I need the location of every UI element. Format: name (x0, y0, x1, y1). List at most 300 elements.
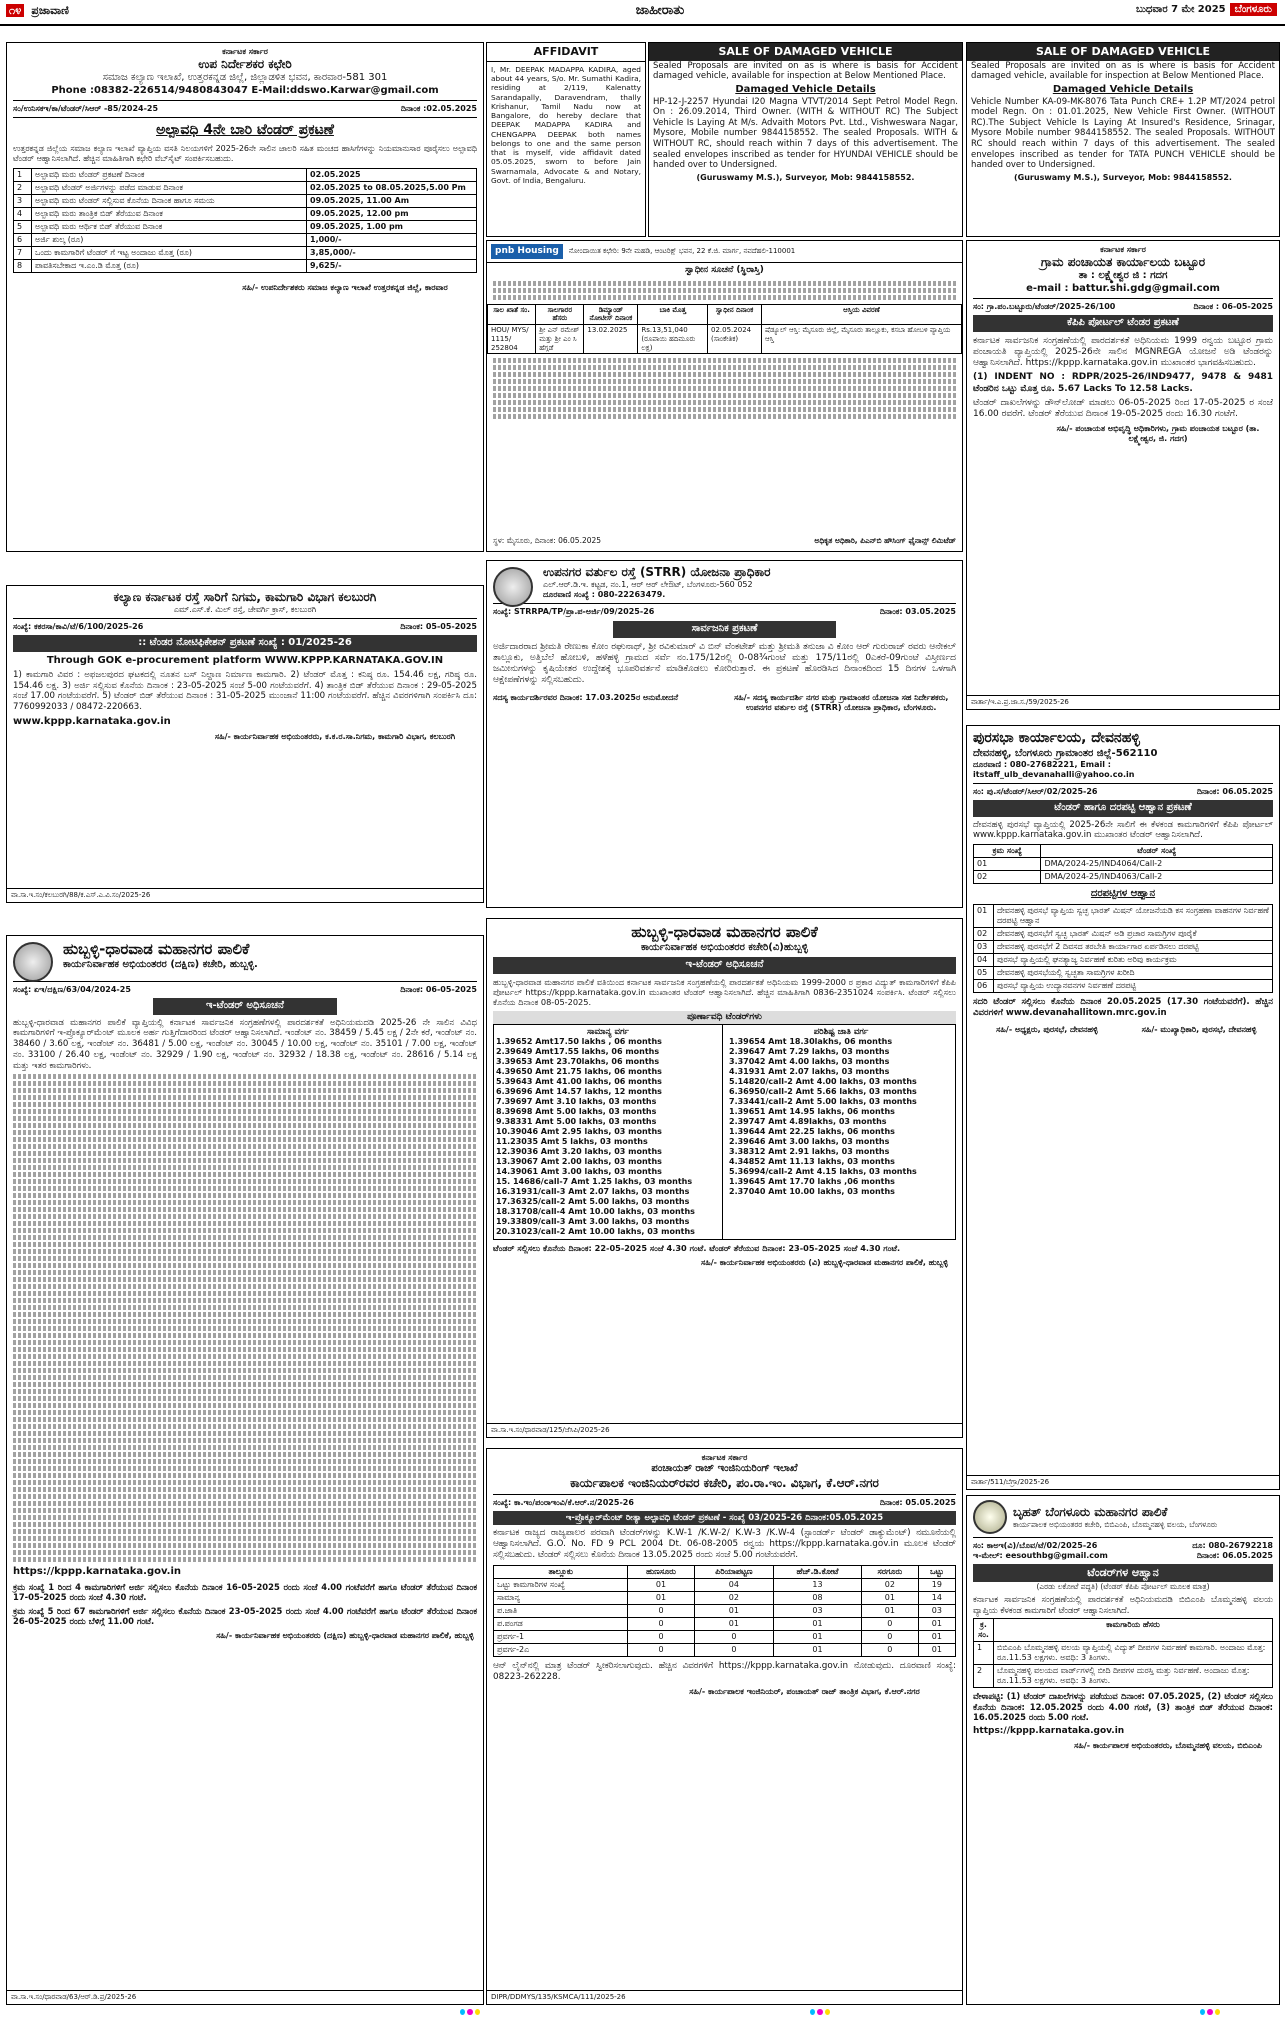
signature-chief-officer: ಸಹಿ/- ಮುಖ್ಯಾಧಿಕಾರಿ, ಪುರಸಭೆ, ದೇವನಹಳ್ಳಿ (1141, 1024, 1257, 1034)
notice-body: ಉತ್ತರಕನ್ನಡ ಜಿಲ್ಲೆಯ ಸಮಾಜ ಕಲ್ಯಾಣ ಇಲಾಖೆ ವ್ಯಾಪ್ತಿಯ ವಸತಿ ನಿಲಯಗಳಿಗೆ 2025-26ನೇ ಸಾಲಿನ ಜಾಲರಿ ಸಹಿತ ಮಂಚದ ಹಾಸಿಗೆಗಳನ್ನು ನಿಯಮಾನುಸಾರ ಪೂರೈಸಲು ಅಲ್ಪಾವಧಿ ಟೆಂಡರ್ ಆಹ್ವಾನಿಸಲಾಗಿದೆ. ಹೆಚ್ಚಿನ ಮಾಹಿತಿಗಾಗಿ ಕಛೇರಿ ವೆಬ್‌ಸೈಟ್ ಸಂಪರ್ಕಿಸಬಹುದು. (13, 143, 477, 163)
org-contact: ದೂರವಾಣಿ : 080-27682221, Email : itstaff_ulb_devanahalli@yahoo.co.in (973, 760, 1135, 779)
footer-ref: ವಾ.ಸಾ.ಇ.ಸಂ/ಕಲಬುರಗಿ/88/ಕ.ಎಸ್.ಎ.ವಿ.ಸಂ/2025-26 (7, 888, 483, 902)
org-subtitle: ಕಾರ್ಯನಿರ್ವಾಹಕ ಅಭಿಯಂತರರ (ದಕ್ಷಿಣ) ಕಚೇರಿ, ಹುಬ್ಬಳ್ಳಿ. (63, 958, 258, 970)
notice-bar: ಟೆಂಡರ್ ಹಾಗೂ ದರಪಟ್ಟಿ ಆಹ್ವಾನ ಪ್ರಕಟಣೆ (973, 800, 1273, 817)
affidavit-title: AFFIDAVIT (487, 43, 645, 62)
work-item: 2.37040 Amt 10.00 lakhs, 03 months (729, 1187, 895, 1197)
table-row (14, 220, 477, 233)
signature: ಸಹಿ/- ಕಾರ್ಯನಿರ್ವಾಹಕ ಅಭಿಯಂತರರು (ವಿ) ಹುಬ್ಬಳ್ಳಿ-ಧಾರವಾಡ ಮಹಾನಗರ ಪಾಲಿಕೆ, ಹುಬ್ಬಳ್ಳಿ (701, 1257, 948, 1267)
work-item: 4.31931 Amt 2.07 lakhs, 03 months (729, 1067, 890, 1077)
work-item: 2.39649 Amt17.55 lakhs, 06 months (496, 1047, 660, 1057)
pnb-head: ನೋಂದಾಯಿತ ಕಛೇರಿ: 9ನೇ ಮಹಡಿ, ಆಂಟರಿಕ್ಷ್ ಭವನ, 22 ಕೆ.ಜಿ. ಮಾರ್ಗ, ನವದೆಹಲಿ-110001 (568, 247, 796, 256)
approval-note: ಸದಸ್ಯ ಕಾರ್ಯದರ್ಶಿರವರ ದಿನಾಂಕ: 17.03.2025ರ ಅನುಮೋದನೆ (493, 692, 679, 702)
section-title: ಜಾಹೀರಾತು (635, 3, 685, 18)
rate-sl: 05 (974, 967, 994, 980)
prd-cell: 01 (918, 1644, 955, 1657)
sale-details: HP-12-J-2257 Hyundai I20 Magna VTVT/2014 Sept Petrol Model Regn. On : 26.09.2014, Third Owner. (WITH & WITHOUT RC) The Subject Vehicle Is Laying At M/s. Advaith Motors Pvt. Ltd., Vishweswara Nagar, Mysore, Mobile number 9844158552. The sealed Proposals. WITH & WITHOUT RC, should reach within 7 days of this advertisement. The sealed envelopes inscribed as tender for HYUNDAI VEHICLE should be handed over to Undersigned. (653, 96, 958, 171)
work-item: 10.39046 Amt 2.95 lakhs, 03 months (496, 1127, 662, 1137)
rate-work: ದೇವನಹಳ್ಳಿ ಪುರಸಭೆಗೆ 2 ದಿವಸದ ತರಬೇತಿ ಕಾರ್ಯಾಗಾರ ಏರ್ಪಡಿಸಲು ದರಪಟ್ಟಿ (994, 941, 1273, 954)
pnb-signature: ಅಧಿಕೃತ ಅಧಿಕಾರಿ, ಪಿಎನ್‌ಬಿ ಹೌಸಿಂಗ್ ಫೈನಾನ್ಸ್ ಲಿಮಿಟೆಡ್ (814, 535, 956, 545)
prd-cell: 01 (918, 1631, 955, 1644)
prd-cell: 0 (694, 1644, 774, 1657)
work-item: 13.39067 Amt 2.00 lakhs, 03 months (496, 1157, 662, 1167)
registration-marks (460, 2009, 480, 2017)
dates-line-2: ಕ್ರಮ ಸಂಖ್ಯೆ 5 ರಿಂದ 67 ಕಾಮಗಾರಿಗಳಿಗೆ ಅರ್ಜಿ ಸಲ್ಲಿಸಲು ಕೊನೆಯ ದಿನಾಂಕ 23-05-2025 ರಂದು ಸಂಜೆ 4.00 ಗಂಟೆವರೆಗೆ ಹಾಗೂ ಟೆಂಡರ್ ತೆರೆಯುವ ದಿನಾಂಕ 26-05-2025 ರಂದು ಬೆಳಿಗ್ಗೆ 11.00 ಗಂಟೆ. (13, 1605, 477, 1627)
work-item: 5.36994/call-2 Amt 4.15 lakhs, 03 months (729, 1167, 917, 1177)
signature: ಸಹಿ/- ಪಂಚಾಯತ ಅಭಿವೃದ್ಧಿ ಅಧಿಕಾರಿಗಳು, ಗ್ರಾಮ ಪಂಚಾಯತ ಬಟ್ಟೂರ (ತಾ. ಲಕ್ಷ್ಮೇಶ್ವರ, ಜಿ. ಗದಗ) (1056, 424, 1260, 444)
pnb-col-header: ಡಿಮ್ಯಾಂಡ್ ನೋಟೀಸ್ ದಿನಾಂಕ (584, 304, 638, 325)
ref-date: ದಿನಾಂಕ: 06.05.2025 (1196, 787, 1273, 796)
platform-line: Through GOK e-procurement platform WWW.KPPP.KARNATAKA.GOV.IN (46, 654, 444, 666)
notice-bar: ಇ-ಟೆಂಡರ್ ಅಧಿಸೂಚನೆ (493, 957, 956, 974)
indent-sl: 02 (974, 870, 1041, 883)
affidavit-body: I, Mr. DEEPAK MADAPPA KADIRA, aged about 44 years, S/o. Mr. Sumathi Kadira, residing at 2/119, Kalenatty Sarandapally, Daravendram, thally Krishanur, Tamil Nadu now at Bangalore, do hereby declare that DEEPAK MADAPPA KADIRA and CHENGAPPA DEEPAK both names belongs to one and the same person that is myself, vide affidavit dated 05.05.2025, sworn to before Jain Swarnamala, Advocate & and Notary, Govt. of India, Bengaluru. (491, 64, 641, 185)
issue-date: ಬುಧವಾರ 7 ಮೇ 2025 ಬೆಂಗಳೂರು (1136, 4, 1277, 17)
work-item: 1.39644 Amt 22.25 lakhs, 06 months (729, 1127, 895, 1137)
pnb-fineprint (487, 279, 962, 302)
ad-vehicle-sale-hyundai (648, 42, 963, 237)
footer-ref: ವಾ.ಸಾ.ಇ.ಸಂ/ಧಾರವಾಡ/125/ಜೆಸಿಪಿ/2025-26 (487, 1423, 962, 1437)
table-row (974, 954, 1273, 967)
email-line: e-mail : battur.shi.gdg@gmail.com (1026, 282, 1220, 294)
schedule-item: ಅಲ್ಪಾವಧಿ ಮರು ಟೆಂಡರ್ ಸಲ್ಲಿಸುವ ಕೊನೆಯ ದಿನಾಂಕ ಹಾಗೂ ಸಮಯ (32, 194, 307, 207)
ad-hdmc-electrical (486, 918, 963, 1438)
schedule-sl: 3 (14, 194, 32, 207)
ref-number: ಸಂ: ಗ್ರಾ.ಪಂ.ಬಟ್ಟೂರು/ಟೆಂಡರ್/2025-26/100 (973, 302, 1116, 311)
schedule-item: ಅರ್ಜಿ ಶುಲ್ಕ (ರೂ) (32, 233, 307, 246)
col-indent: ಟೆಂಡರ್ ಸಂಖ್ಯೆ (1041, 844, 1273, 857)
schedule-value: 02.05.2025 (307, 168, 477, 181)
table-row (14, 259, 477, 272)
ref-number: ಸಂ: ಪು.ಸ/ಟೆಂಡರ್/ಸಿಆರ್/02/2025-26 (973, 787, 1098, 796)
prd-cell: 0 (628, 1618, 694, 1631)
prd-cell: 03 (918, 1605, 955, 1618)
table-row (14, 181, 477, 194)
prd-cell: 0 (628, 1644, 694, 1657)
work-item: 17.36325/call-2 Amt 5.00 lakhs, 03 months (496, 1197, 690, 1207)
sc-list (729, 1037, 953, 1197)
prd-cell: 01 (628, 1592, 694, 1605)
pnb-col-header: ಸಾಲ ಖಾತೆ ಸಂ. (488, 304, 536, 325)
prd-cell: 02 (861, 1579, 918, 1592)
notice-body: ಹುಬ್ಬಳ್ಳಿ-ಧಾರವಾಡ ಮಹಾನಗರ ಪಾಲಿಕೆ ವ್ಯಾಪ್ತಿಯಲ್ಲಿ ಕರ್ನಾಟಕ ಸಾರ್ವಜನಿಕ ಸಂಗ್ರಹಣೆಗಳಲ್ಲಿ ಪಾರದರ್ಶಕತೆ ಅಧಿನಿಯಮದಡಿ 2025-26 ನೇ ಸಾಲಿನ ವಿವಿಧ ಕಾಮಗಾರಿಗಳಿಗೆ ಇ-ಪ್ರೊಕ್ಯೂರ್‌ಮೆಂಟ್ ಮೂಲಕ ಅರ್ಹ ಗುತ್ತಿಗೆದಾರರಿಂದ ಟೆಂಡರ್ ಆಹ್ವಾನಿಸಲಾಗಿದೆ. ಇಂಡೆಂಟ್ ನಂ. 38459 / 5.45 ಲಕ್ಷ / 2ನೇ ಕರೆ, ಇಂಡೆಂಟ್ ನಂ. 38460 / 3.60 ಲಕ್ಷ, ಇಂಡೆಂಟ್ ನಂ. 36481 / 5.00 ಲಕ್ಷ, ಇಂಡೆಂಟ್ ನಂ. 30045 / 10.00 ಲಕ್ಷ, ಇಂಡೆಂಟ್ ನಂ. 35101 / 7.00 ಲಕ್ಷ, ಇಂಡೆಂಟ್ ನಂ. 33100 / 26.40 ಲಕ್ಷ, ಇಂಡೆಂಟ್ ನಂ. 32929 / 1.90 ಲಕ್ಷ, ಇಂಡೆಂಟ್ ನಂ. 32932 / 18.38 ಲಕ್ಷ, ಇಂಡೆಂಟ್ ನಂ. 28616 / 5.14 ಲಕ್ಷ ಮತ್ತು ಇತರ ಕಾಮಗಾರಿಗಳು. (13, 1017, 477, 1071)
ad-kkrtc (6, 585, 484, 903)
pnb-property-text (487, 354, 962, 423)
work-item: 7.33441/call-2 Amt 5.00 lakhs, 03 months (729, 1097, 917, 1107)
table-row (14, 168, 477, 181)
notice-bar: ಇ-ಪ್ರೊಕ್ಯೂರ್‌ಮೆಂಟ್ ರೀತ್ಯಾ ಅಲ್ಪಾವಧಿ ಟೆಂಡರ್ ಪ್ರಕಟಣೆ - ಸಂಖ್ಯೆ 03/2025-26 ದಿನಾಂಕ:05.05.2025 (493, 1511, 956, 1526)
notice-body: ಕರ್ನಾಟಕ ರಾಜ್ಯದ ರಾಜ್ಯಪಾಲರ ಪರವಾಗಿ ಟೆಂಡರ್‌ಗಳನ್ನು K.W-1 /K.W-2/ K.W-3 /K.W-4 (ಸ್ಟಾಂಡರ್ಡ್ ಟೆಂಡರ್ ಡಾಕ್ಯುಮೆಂಟ್) ನಮೂನೆಯಲ್ಲಿ ಆಹ್ವಾನಿಸಲಾಗಿದೆ. G.O. No. FD 9 PCL 2004 Dt. 06-08-2005 ರನ್ವಯ https://kppp.karnataka.gov.in ಮೂಲಕ ಟೆಂಡರ್ ಸಲ್ಲಿಸಬಹುದು. ಟೆಂಡರ್ ಸಲ್ಲಿಸಲು ಕೊನೆಯ ದಿನಾಂಕ 13.05.2025 ರಂದು ಸಂಜೆ 5.00 ಗಂಟೆಯವರೆಗೆ. (493, 1528, 956, 1561)
work-item: 18.31708/call-4 Amt 10.00 lakhs, 03 months (496, 1207, 695, 1217)
schedule-sl: 8 (14, 259, 32, 272)
signature: ಸಹಿ/- ಕಾರ್ಯನಿರ್ವಾಹಕ ಅಭಿಯಂತರರು, ಕ.ಕ.ರ.ಸಾ.ನಿಗಮ, ಕಾಮಗಾರಿ ವಿಭಾಗ, ಕಲಬುರಗಿ (214, 732, 456, 742)
pnb-col-header: ಸ್ವಾಧೀನ ದಿನಾಂಕ (708, 304, 762, 325)
work-item: 14.39061 Amt 3.00 lakhs, 03 months (496, 1167, 662, 1177)
work-item: 11.23035 Amt 5 lakhs, 03 months (496, 1137, 648, 1147)
prd-cell: 02 (694, 1592, 774, 1605)
work-name: ಬಿಬಿಎಂಪಿ ಬೊಮ್ಮನಹಳ್ಳಿ ವಲಯ ವ್ಯಾಪ್ತಿಯಲ್ಲಿ ವಿದ್ಯುತ್ ದೀಪಗಳ ನಿರ್ವಹಣೆ ಕಾಮಗಾರಿ. ಅಂದಾಜು ಮೊತ್ತ: ರೂ.11.53 ಲಕ್ಷಗಳು. ಅವಧಿ: 3 ತಿಂಗಳು. (994, 1642, 1273, 1665)
indent-sl: 01 (974, 857, 1041, 870)
schedule-value: 3,85,000/- (307, 246, 477, 259)
work-name: ಬೊಮ್ಮನಹಳ್ಳಿ ವಲಯದ ವಾರ್ಡ್‌ಗಳಲ್ಲಿ ಬೀದಿ ದೀಪಗಳ ದುರಸ್ತಿ ಮತ್ತು ನಿರ್ವಹಣೆ. ಅಂದಾಜು ಮೊತ್ತ: ರೂ.11.53 ಲಕ್ಷಗಳು. ಅವಧಿ: 3 ತಿಂಗಳು. (994, 1665, 1273, 1688)
prd-cell: 01 (628, 1579, 694, 1592)
prd-cell: 0 (628, 1631, 694, 1644)
rate-sl: 03 (974, 941, 994, 954)
prd-cell: ಪ.ಪಂಗಡ (494, 1618, 628, 1631)
table-row (974, 967, 1273, 980)
pnb-table (487, 304, 962, 355)
table-row (494, 1579, 956, 1592)
work-item: 6.36950/call-2 Amt 5.66 lakhs, 03 months (729, 1087, 917, 1097)
col-work: ಕಾಮಗಾರಿಯ ಹೆಸರು (994, 1619, 1273, 1642)
table-row (974, 1642, 1273, 1665)
ref-number: ಸಂಖ್ಯೆ: ಕಾ.ಇಂ/ಪಂರಾಇಂವಿ/ಕೆ.ಆರ್.ನ/2025-26 (493, 1497, 634, 1507)
prd-cell: 01 (861, 1605, 918, 1618)
schedule-value: 09.05.2025, 1.00 pm (307, 220, 477, 233)
prd-cell: 0 (861, 1631, 918, 1644)
prd-cell: 01 (774, 1644, 862, 1657)
ad-affidavit (486, 42, 646, 237)
taluk-line: ತಾ : ಲಕ್ಷ್ಮೇಶ್ವರ ಜಿ : ಗದಗ (1078, 270, 1168, 281)
org-title: ಬೃಹತ್ ಬೆಂಗಳೂರು ಮಹಾನಗರ ಪಾಲಿಕೆ (1013, 1504, 1168, 1519)
table-row (974, 1665, 1273, 1688)
pnb-logo: pnb Housing (491, 244, 563, 259)
office-title: ಗ್ರಾಮ ಪಂಚಾಯತ ಕಾರ್ಯಾಲಯ ಬಟ್ಟೂರ (1040, 255, 1206, 269)
work-item: 9.38331 Amt 5.00 lakhs, 03 months (496, 1117, 657, 1127)
prd-col-header: ಸರಗೂರು (861, 1566, 918, 1579)
dept-address: ಸಮಾಜ ಕಲ್ಯಾಣ ಇಲಾಖೆ, ಉತ್ತರಕನ್ನಡ ಜಿಲ್ಲೆ, ಜಿಲ್ಲಾಡಳಿತ ಭವನ, ಕಾರವಾರ-581 301 (102, 72, 388, 83)
work-item: 1.39645 Amt 17.70 lakhs ,06 months (729, 1177, 895, 1187)
footer-ref: ವಾ.ಸಾ.ಇ.ಸಂ/ಧಾರವಾಡ/63/ಆರ್.ಡಿ.ಪ್ರ/2025-26 (7, 1990, 483, 2004)
dates-line: ಟೆಂಡರ್ ಸಲ್ಲಿಸಲು ಕೊನೆಯ ದಿನಾಂಕ: 22-05-2025 ಸಂಜೆ 4.30 ಗಂಟೆ. ಟೆಂಡರ್ ತೆರೆಯುವ ದಿನಾಂಕ: 23-05-2025 ಸಂಜೆ 4.30 ಗಂಟೆ. (493, 1243, 901, 1254)
work-item: 1.39651 Amt 14.95 lakhs, 06 months (729, 1107, 895, 1117)
table-row (974, 870, 1273, 883)
pnb-col-header: ಸಾಲಗಾರರ ಹೆಸರು (536, 304, 584, 325)
ref-date: ದಿನಾಂಕ: 05-05-2025 (400, 622, 477, 631)
work-item: 4.39650 Amt 21.75 lakhs, 06 months (496, 1067, 662, 1077)
schedule-item: ಅಲ್ಪಾವಧಿ ಮರು ಟೆಂಡರ್ ಪ್ರಕಟಣೆ ದಿನಾಂಕ (32, 168, 307, 181)
schedule-table (13, 168, 477, 273)
work-item: 2.39647 Amt 7.29 lakhs, 03 months (729, 1047, 890, 1057)
prd-cell: 01 (774, 1618, 862, 1631)
sale-subtitle: Damaged Vehicle Details (735, 84, 876, 95)
sale-details: Vehicle Number KA-09-MK-8076 Tata Punch CRE+ 1.2P MT/2024 petrol model Regn. On : 01.01.2025, New Vehicle First Owner. (WITHOUT RC).The Subject Vehicle Is Laying At Insured's Residence, Srinagar, Mysore Mobile number 9844158552. The sealed Proposals. WITHOUT RC should reach within 7 days of this advertisement. The sealed envelopes inscribed as tender for TATA PUNCH VEHICLE should be handed over to Undersigned. (971, 96, 1275, 171)
prd-cell: ಒಟ್ಟು ಕಾಮಗಾರಿಗಳ ಸಂಖ್ಯೆ (494, 1579, 628, 1592)
table-row (494, 1631, 956, 1644)
strr-logo (493, 567, 533, 607)
notice-note: ಆನ್ ಲೈನ್‌ನಲ್ಲಿ ಮಾತ್ರ ಟೆಂಡರ್ ಸ್ವೀಕರಿಸಲಾಗುವುದು. ಹೆಚ್ಚಿನ ವಿವರಗಳಿಗೆ https://kppp.karnataka.gov.in ನೋಡುವುದು. ದೂರವಾಣಿ ಸಂಖ್ಯೆ: 08223-262228. (493, 1661, 956, 1683)
email: ಇ-ಮೇಲ್: eesouthbg@gmail.com (973, 1551, 1108, 1560)
org-title: ಕಲ್ಯಾಣ ಕರ್ನಾಟಕ ರಸ್ತೆ ಸಾರಿಗೆ ನಿಗಮ, ಕಾಮಗಾರಿ ವಿಭಾಗ ಕಲಬುರಗಿ (113, 590, 377, 604)
gov-title: ಕರ್ನಾಟಕ ಸರ್ಕಾರ (222, 47, 268, 56)
prd-cell: 0 (861, 1618, 918, 1631)
notice-bar: ಕೆಪಿಪಿ ಪೋರ್ಟಲ್ ಟೆಂಡರ ಪ್ರಕಟಣೆ (973, 315, 1273, 332)
pnb-cell: HOU/ MYS/ 1115/ 252804 (488, 325, 536, 354)
pnb-cell: ಷೆಡ್ಯೂಲ್ ಆಸ್ತಿ: ಮೈಸೂರು ಜಿಲ್ಲೆ, ಮೈಸೂರು ತಾಲ್ಲೂಕು, ಕಸಬಾ ಹೋಬಳಿ ವ್ಯಾಪ್ತಿಯ ಆಸ್ತಿ (762, 325, 962, 354)
table-row (494, 1605, 956, 1618)
schedule-sl: 6 (14, 233, 32, 246)
pnb-cell: 02.05.2024 (ಸಾಂಕೇತಿಕ) (708, 325, 762, 354)
prd-cell: ಪ್ರವರ್ಗ-1 (494, 1631, 628, 1644)
ref-number: ಸಂಖ್ಯೆ: ಏಇ/ದಕ್ಷಿಣ/63/04/2024-25 (13, 985, 131, 995)
prd-cell: 01 (694, 1605, 774, 1618)
schedule-item: ಅಲ್ಪಾವಧಿ ಮರು ಆರ್ಥಿಕ ಬಿಡ್ ತೆರೆಯುವ ದಿನಾಂಕ (32, 220, 307, 233)
schedule-sl: 5 (14, 220, 32, 233)
signature: ಸಹಿ/- ಕಾರ್ಯನಿರ್ವಾಹಕ ಅಭಿಯಂತರರು (ದಕ್ಷಿಣ) ಹುಬ್ಬಳ್ಳಿ-ಧಾರವಾಡ ಮಹಾನಗರ ಪಾಲಿಕೆ, ಹುಬ್ಬಳ್ಳಿ (216, 1630, 474, 1640)
grid-title: ಪೂರ್ಣಾವಧಿ ಟೆಂಡರ್‌ಗಳು (493, 1011, 956, 1024)
signature: ಸಹಿ/- ಕಾರ್ಯಪಾಲಕ ಅಭಿಯಂತರರು, ಬೊಮ್ಮನಹಳ್ಳಿ ವಲಯ, ಬಿಬಿಎಂಪಿ (1074, 1740, 1262, 1750)
ad-strr-authority (486, 560, 963, 908)
ref-number: ಸಂಖ್ಯೆ: STRRPA/TP/ಪ್ರಾ.ಪ-ಅರ್ಜಿ/09/2025-26 (493, 607, 655, 616)
prd-cell: 14 (918, 1592, 955, 1605)
schedule-value: 09.05.2025, 12.00 pm (307, 207, 477, 220)
notice-body: ಕರ್ನಾಟಕ ಸಾರ್ವಜನಿಕ ಸಂಗ್ರಹಣೆಯಲ್ಲಿ ಪಾರದರ್ಶಕತೆ ಅಧಿನಿಯಮ 1999 ರನ್ವಯ ಬಟ್ಟೂರ ಗ್ರಾಮ ಪಂಚಾಯತಿ ವ್ಯಾಪ್ತಿಯಲ್ಲಿ 2025-26ನೇ ಸಾಲಿನ MGNREGA ಯೋಜನೆ ಅಡಿ ಟೆಂಡರನ್ನು ಆಹ್ವಾನಿಸಲಾಗಿದೆ. https://kppp.karnataka.gov.in ಮುಖಾಂತರ ಭಾಗವಹಿಸಬಹುದು. (973, 335, 1273, 368)
schedule-sl: 7 (14, 246, 32, 259)
ref-date: ದಿನಾಂಕ : 06-05-2025 (1193, 302, 1273, 311)
ad-pred-kr-nagar (486, 1448, 963, 2005)
notice-intro: ದೇವನಹಳ್ಳಿ ಪುರಸಭೆ ವ್ಯಾಪ್ತಿಯಲ್ಲಿ 2025-26ನೇ ಸಾಲಿಗೆ ಈ ಕೆಳಕಂಡ ಕಾಮಗಾರಿಗಳಿಗೆ ಕೆಪಿಪಿ ಪೋರ್ಟಲ್ www.kppp.karnataka.gov.in ಮುಖಾಂತರ ಟೆಂಡರ್ ಆಹ್ವಾನಿಸಲಾಗಿದೆ. (973, 819, 1273, 841)
footer-ref: ವಾರ್ತಾ/511/ಬೆಗ್ರಾ/2025-26 (967, 1475, 1279, 1489)
rate-work: ಪುರಸಭೆ ವ್ಯಾಪ್ತಿಯ ಉದ್ಯಾನವನಗಳ ನಿರ್ವಹಣೆ ದರಪಟ್ಟಿ (994, 980, 1273, 993)
prd-cell: ಪ್ರವರ್ಗ-2ಎ (494, 1644, 628, 1657)
signature: ಸಹಿ/- ಕಾರ್ಯಪಾಲಕ ಇಂಜಿನಿಯರ್, ಪಂಚಾಯತ್ ರಾಜ್ ತಾಂತ್ರಿಕ ವಿಭಾಗ, ಕೆ.ಆರ್.ನಗರ (689, 1687, 920, 1697)
prd-cell: ಸಾಮಾನ್ಯ (494, 1592, 628, 1605)
prd-col-header: ಹುಣಸೂರು (628, 1566, 694, 1579)
gov-title: ಕರ್ನಾಟಕ ಸರ್ಕಾರ (1100, 245, 1146, 254)
general-list (496, 1037, 720, 1237)
schedule-item: ಪಾವತಿಸಬೇಕಾದ ಇ.ಎಂ.ಡಿ ಮೊತ್ತ (ರೂ) (32, 259, 307, 272)
schedule-value: 1,000/- (307, 233, 477, 246)
indent-line: (1) INDENT NO : RDPR/2025-26/IND9477, 9478 & 9481 ಟೆಂಡರಿನ ಒಟ್ಟು ಮೊತ್ತ ರೂ. 5.67 Lacks To 12.58 Lacks. (973, 372, 1273, 394)
rate-work: ಪುರಸಭೆ ವ್ಯಾಪ್ತಿಯಲ್ಲಿ ಘನತ್ಯಾಜ್ಯ ನಿರ್ವಹಣೆ ಕುರಿತು ಅರಿವು ಕಾರ್ಯಕ್ರಮ (994, 954, 1273, 967)
rate-work: ದೇವನಹಳ್ಳಿ ಪುರಸಭೆಗೆ ಸ್ವಚ್ಛ ಭಾರತ್ ಮಿಷನ್ ಅಡಿ ಪ್ರಚಾರ ಸಾಮಗ್ರಿಗಳ ಪೂರೈಕೆ (994, 928, 1273, 941)
ref-date: ದಿನಾಂಕ: 06.05.2025 (1196, 1551, 1273, 1560)
notice-bar: ಸಾರ್ವಜನಿಕ ಪ್ರಕಟಣೆ (613, 621, 836, 638)
ad-social-welfare (6, 42, 484, 552)
work-item: 8.39698 Amt 5.00 lakhs, 03 months (496, 1107, 657, 1117)
col-general: ಸಾಮಾನ್ಯ ವರ್ಗ (587, 1026, 629, 1037)
schedule-item: ಒಂದು ಕಾಮಗಾರಿಗೆ ಟೆಂಡರ್ ಗೆ ಇಟ್ಟ ಅಂದಾಜು ಮೊತ್ತ (ರೂ) (32, 246, 307, 259)
rate-sl: 04 (974, 954, 994, 967)
org-subtitle: ಕಾರ್ಯನಿರ್ವಾಹಕ ಅಭಿಯಂತರರ ಕಚೇರಿ(ವಿ)ಹುಬ್ಬಳ್ಳಿ (641, 941, 808, 953)
rate-sl: 02 (974, 928, 994, 941)
portal-link[interactable]: https://kppp.karnataka.gov.in (973, 1725, 1125, 1736)
notice-body: 1) ಕಾಮಗಾರಿ ವಿವರ : ಅಫಜಲಪುರದ ಘಟಕದಲ್ಲಿ ನೂತನ ಬಸ್ ನಿಲ್ದಾಣ ನಿರ್ಮಾಣ ಕಾಮಗಾರಿ. 2) ಟೆಂಡರ್ ಮೊತ್ತ : ಕನಿಷ್ಠ ರೂ. 154.46 ಲಕ್ಷ, ಗರಿಷ್ಠ ರೂ. 154.46 ಲಕ್ಷ. 3) ಅರ್ಜಿ ಸಲ್ಲಿಸುವ ಕೊನೆಯ ದಿನಾಂಕ : 23-05-2025 ಸಂಜೆ 5-00 ಗಂಟೆಯವರೆಗೆ. 4) ತಾಂತ್ರಿಕ ಬಿಡ್ ತೆರೆಯುವ ದಿನಾಂಕ : 29-05-2025 ಸಂಜೆ 17.00 ಗಂಟೆಯವರೆಗೆ. 5) ಟೆಂಡರ್ ಬಿಡ್ ತೆರೆಯುವ ದಿನಾಂಕ : 31-05-2025 ಮುಂಜಾನೆ 11:00 ಗಂಟೆಯವರೆಗೆ. ಹೆಚ್ಚಿನ ವಿವರಗಳಿಗಾಗಿ ಸಂಪರ್ಕಿಸಿ ದೂ: 7760992033 / 08472-220663. (13, 670, 477, 713)
ref-number: ಸಂ/ಉನಿಸಕಇ/ಕಾ/ಟೆಂಡರ್/ಸಿಆರ್ -85/2024-25 (13, 104, 159, 113)
prd-cell: 01 (861, 1592, 918, 1605)
prd-cell: 19 (918, 1579, 955, 1592)
pnb-cell: Rs.13,51,040 (ರೂಪಾಯಿ ಹದಿಮೂರು ಲಕ್ಷ) (638, 325, 708, 354)
works-table (493, 1565, 956, 1657)
rate-title: ದರಪಟ್ಟಿಗಳ ಆಹ್ವಾನ (1090, 887, 1156, 899)
rate-sl: 01 (974, 905, 994, 928)
dept-title: ಪಂಚಾಯತ್ ರಾಜ್ ಇಂಜಿನಿಯರಿಂಗ್ ಇಲಾಖೆ (651, 1463, 798, 1474)
ad-pnb-housing (486, 240, 963, 552)
closing-line: ಸದರಿ ಟೆಂಡರ್ ಸಲ್ಲಿಸಲು ಕೊನೆಯ ದಿನಾಂಕ 20.05.2025 (17.30 ಗಂಟೆಯವರೆಗೆ). ಹೆಚ್ಚಿನ ವಿವರಗಳಿಗೆ www.devanahallitown.mrc.gov.in (973, 997, 1273, 1019)
notice-title: ಅಲ್ಪಾವಧಿ 4ನೇ ಬಾರಿ ಟೆಂಡರ್ ಪ್ರಕಟಣೆ (156, 122, 334, 138)
ref-date: ದಿನಾಂಕ: 06-05-2025 (400, 985, 477, 995)
ref-number: ಸಂ: ಕಾಅಇ(ವಿ)/ಬೊವ/ಟೆ/02/2025-26 (973, 1541, 1098, 1550)
signature: ಸಹಿ/- ಉಪನಿರ್ದೇಶಕರು ಸಮಾಜ ಕಲ್ಯಾಣ ಇಲಾಖೆ ಉತ್ತರಕನ್ನಡ ಜಿಲ್ಲೆ, ಕಾರವಾರ (242, 282, 448, 292)
table-row (974, 980, 1273, 993)
notice-bar-sub: (ಎರಡು ಲಕೋಟೆ ಪದ್ಧತಿ) (ಟೆಂಡರ್ ಕೆಪಿಪಿ ಪೋರ್ಟಲ್ ಮೂಲಕ ಮಾತ್ರ) (1036, 1581, 1210, 1591)
work-item: 3.39653 Amt 23.70lakhs, 06 months (496, 1057, 660, 1067)
pnb-col-header: ಬಾಕಿ ಮೊತ್ತ (638, 304, 708, 325)
prd-cell: ಪ.ಜಾತಿ (494, 1605, 628, 1618)
prd-cell: 13 (774, 1579, 862, 1592)
indent-table (973, 844, 1273, 884)
portal-link[interactable]: www.kppp.karnataka.gov.in (13, 715, 171, 727)
dates-line: ಟೆಂಡರ್ ದಾಖಲೆಗಳನ್ನು ಡೌನ್‌ಲೋಡ್ ಮಾಡಲು 06-05-2025 ರಿಂದ 17-05-2025 ರ ಸಂಜೆ 16.00 ರವರೆಗೆ. ಟೆಂಡರ್ ತೆರೆಯುವ ದಿನಾಂಕ 19-05-2025 ರಂದು 16.30 ಗಂಟೆಗೆ. (973, 397, 1273, 419)
table-row (974, 857, 1273, 870)
rate-table (973, 904, 1273, 993)
prd-col-header: ಒಟ್ಟು (918, 1566, 955, 1579)
gov-title: ಕರ್ನಾಟಕ ಸರ್ಕಾರ (701, 1453, 748, 1462)
prd-cell: 04 (694, 1579, 774, 1592)
dates-line-1: ಕ್ರಮ ಸಂಖ್ಯೆ 1 ರಿಂದ 4 ಕಾಮಗಾರಿಗಳಿಗೆ ಅರ್ಜಿ ಸಲ್ಲಿಸಲು ಕೊನೆಯ ದಿನಾಂಕ 16-05-2025 ರಂದು ಸಂಜೆ 4.00 ಗಂಟೆವರೆಗೆ ಹಾಗೂ ಟೆಂಡರ್ ತೆರೆಯುವ ದಿನಾಂಕ 17-05-2025 ರಂದು ಸಂಜೆ 4.30 ಗಂಟೆ. (13, 1581, 477, 1603)
ref-number: ಸಂಖ್ಯೆ: ಕಕರಸಾ/ಕಾವಿ/ಟೆ/6/100/2025-26 (13, 622, 144, 631)
org-address: ಎಲ್.ಆರ್.ಡಿ.ಇ. ಕಟ್ಟಡ, ನಂ.1, ಆರ್ ಆರ್ ಲೇಔಟ್, ಬೆಂಗಳೂರು-560 052 (543, 580, 753, 589)
col-sc: ಪರಿಶಿಷ್ಟ ಜಾತಿ ವರ್ಗ (813, 1026, 869, 1037)
rate-work: ದೇವನಹಳ್ಳಿ ಪುರಸಭೆಯಲ್ಲಿ ಸ್ವಚ್ಛತಾ ಸಾಮಗ್ರಿಗಳ ಖರೀದಿ (994, 967, 1273, 980)
indent-number: DMA/2024-25/IND4064/Call-2 (1041, 857, 1273, 870)
pnb-cell: ಶ್ರೀ ಎನ್ ರಮೇಶ್ ಮತ್ತು ಶ್ರೀ ಎಂ ಸಿ ಹೆಗ್ಗಡೆ (536, 325, 584, 354)
prd-cell: 0 (694, 1631, 774, 1644)
phone: ದೂ: 080-26792218 (1192, 1541, 1273, 1550)
works-table (973, 1618, 1273, 1688)
prd-cell: 01 (694, 1618, 774, 1631)
work-item: 3.37042 Amt 4.00 lakhs, 03 months (729, 1057, 890, 1067)
table-row (14, 246, 477, 259)
col-sl: ಕ್ರಮ ಸಂಖ್ಯೆ (974, 844, 1041, 857)
sale-title: SALE OF DAMAGED VEHICLE (967, 43, 1279, 61)
table-row (14, 194, 477, 207)
office-title: ಕಾರ್ಯಪಾಲಕ ಇಂಜಿನಿಯರ್‌ರವರ ಕಚೇರಿ, ಪಂ.ರಾ.ಇಂ. ವಿಭಾಗ, ಕೆ.ಆರ್.ನಗರ (570, 1475, 879, 1490)
work-sl: 1 (974, 1642, 994, 1665)
bbmp-logo (973, 1500, 1007, 1534)
prd-cell: 0 (628, 1605, 694, 1618)
prd-cell: 08 (774, 1592, 862, 1605)
org-address: ದೇವನಹಳ್ಳಿ, ಬೆಂಗಳೂರು ಗ್ರಾಮಾಂತರ ಜಿಲ್ಲೆ-562110 (973, 747, 1158, 759)
pnb-place: ಸ್ಥಳ: ಮೈಸೂರು, ದಿನಾಂಕ: 06.05.2025 (493, 535, 602, 545)
work-item: 6.39696 Amt 14.57 lakhs, 12 months (496, 1087, 662, 1097)
indent-number: DMA/2024-25/IND4063/Call-2 (1041, 870, 1273, 883)
schedule-value: 02.05.2025 to 08.05.2025,5.00 Pm (307, 181, 477, 194)
sale-title: SALE OF DAMAGED VEHICLE (649, 43, 962, 61)
ad-gram-panchayat-battur (966, 240, 1280, 710)
work-item: 20.31023/call-2 Amt 10.00 lakhs, 03 months (496, 1227, 695, 1237)
org-phone: ದೂರವಾಣಿ ಸಂಖ್ಯೆ : 080-22263479. (543, 590, 666, 599)
prd-col-header: ಪಿರಿಯಾಪಟ್ಟಣ (694, 1566, 774, 1579)
notice-body: ಅರ್ಜಿದಾರರಾದ ಶ್ರೀಮತಿ ರೇಣುಕಾ ಕೋಂ ರಘುನಾಥ್, ಶ್ರೀ ರವಿಕುಮಾರ್ ವಿ ಬಿನ್ ವೆಂಕಟೇಶ್ ಮತ್ತು ಶ್ರೀಮತಿ ತನುಜಾ ವಿ ಕೋಂ ಆರ್ ಗುರುರಾಜ್ ರವರು ಆನೇಕಲ್ ತಾಲ್ಲೂಕು, ಅತ್ತಿಬೆಲೆ ಹೋಬಳಿ, ಹಳೆಹಳ್ಳಿ ಗ್ರಾಮದ ಸರ್ವೆ ನಂ.175/12ರಲ್ಲಿ 0-08¾ಗುಂಟೆ ಮತ್ತು 175/11ರಲ್ಲಿ 0ಎಕರೆ-09ಗುಂಟೆ ವಿಸ್ತೀರ್ಣದ ಜಮೀನುಗಳನ್ನು ಕೃಷಿಯೇತರ ಉದ್ದೇಶಕ್ಕೆ ಭೂಪರಿವರ್ತನೆ ಮಾಡಿಕೊಡಲು ಕೋರಿರುತ್ತಾರೆ. ಈ ಪ್ರಕಟಣೆ ಹೊರಡಿಸಿದ ದಿನಾಂಕದಿಂದ 15 ದಿನಗಳ ಒಳಗಾಗಿ ಆಕ್ಷೇಪಣೆಗಳನ್ನು ಸಲ್ಲಿಸಬಹುದು. (493, 641, 956, 686)
work-item: 4.34852 Amt 11.13 lakhs, 03 months (729, 1157, 895, 1167)
notice-bar: ಇ-ಟೆಂಡರ್ ಅಧಿಸೂಚನೆ (153, 998, 337, 1015)
hdmc-logo (13, 942, 53, 982)
footer-ref: DIPR/DDMYS/135/KSMCA/111/2025-26 (487, 1990, 962, 2004)
schedule-sl: 4 (14, 207, 32, 220)
work-item: 5.39643 Amt 41.00 lakhs, 06 months (496, 1077, 662, 1087)
work-item: 19.33809/call-3 Amt 3.00 lakhs, 03 months (496, 1217, 690, 1227)
notice-body: ಹುಬ್ಬಳ್ಳಿ-ಧಾರವಾಡ ಮಹಾನಗರ ಪಾಲಿಕೆ ವತಿಯಿಂದ ಕರ್ನಾಟಕ ಸಾರ್ವಜನಿಕ ಸಂಗ್ರಹಣೆಯಲ್ಲಿ ಪಾರದರ್ಶಕತೆ ಅಧಿನಿಯಮ 1999-2000 ರ ಪ್ರಕಾರ ವಿದ್ಯುತ್ ಕಾಮಗಾರಿಗಳಿಗೆ ಕೆಪಿಪಿ ಪೋರ್ಟಲ್ https://kppp.karnataka.gov.in ಮುಖಾಂತರ ಟೆಂಡರ್ ಆಹ್ವಾನಿಸಲಾಗಿದೆ. ಹೆಚ್ಚಿನ ಮಾಹಿತಿಗಾಗಿ 0836-2351024 ಸಂಪರ್ಕಿಸಿ. ಟೆಂಡರ್ ಸಲ್ಲಿಸಲು ಕೊನೆಯ ದಿನಾಂಕ 08-05-2025. (493, 976, 956, 1008)
org-title: ಹುಬ್ಬಳ್ಳಿ-ಧಾರವಾಡ ಮಹಾನಗರ ಪಾಲಿಕೆ (63, 940, 250, 958)
pnb-subtitle: ಸ್ವಾಧೀನ ಸೂಚನೆ (ಸ್ಥಿರಾಸ್ತಿ) (685, 265, 764, 276)
schedule-item: ಅಲ್ಪಾವಧಿ ಮರು ತಾಂತ್ರಿಕ ಬಿಡ್ ತೆರೆಯುವ ದಿನಾಂಕ (32, 207, 307, 220)
table-row (14, 207, 477, 220)
notice-bar: :: ಟೆಂಡರ ನೋಟಿಫಿಕೇಶನ್ ಪ್ರಕಟಣೆ ಸಂಖ್ಯೆ : 01/2025-26 (13, 635, 477, 652)
work-item: 3.38312 Amt 2.91 lakhs, 03 months (729, 1147, 890, 1157)
ref-date: ದಿನಾಂಕ: 05.05.2025 (879, 1497, 956, 1507)
prd-cell: 01 (774, 1631, 862, 1644)
sale-signature: (Guruswamy M.S.), Surveyor, Mob: 9844158552. (696, 172, 915, 182)
registration-marks (1200, 2009, 1220, 2017)
masthead (0, 0, 1285, 26)
indent-list-fineprint (13, 1074, 477, 1562)
work-item: 7.39697 Amt 3.10 lakhs, 03 months (496, 1097, 657, 1107)
org-title: ಉಪನಗರ ವರ್ತುಲ ರಸ್ತೆ (STRR) ಯೋಜನಾ ಪ್ರಾಧಿಕಾರ (543, 565, 771, 579)
prd-cell: 01 (918, 1618, 955, 1631)
ad-vehicle-sale-tata (966, 42, 1280, 237)
dates-line: ವೇಳಾಪಟ್ಟಿ: (1) ಟೆಂಡರ್ ದಾಖಲೆಗಳನ್ನು ಪಡೆಯುವ ದಿನಾಂಕ: 07.05.2025, (2) ಟೆಂಡರ್ ಸಲ್ಲಿಸಲು ಕೊನೆಯ ದಿನಾಂಕ: 12.05.2025 ರಂದು 4.00 ಗಂಟೆ, (3) ತಾಂತ್ರಿಕ ಬಿಡ್ ತೆರೆಯುವ ದಿನಾಂಕ: 16.05.2025 ರಂದು 5.00 ಗಂಟೆ. (973, 1691, 1273, 1723)
prd-col-header: ಹೆಚ್.ಡಿ.ಕೋಟೆ (774, 1566, 862, 1579)
office-title: ಉಪ ನಿರ್ದೇಶಕರ ಕಛೇರಿ (198, 57, 292, 71)
schedule-value: 9,625/- (307, 259, 477, 272)
org-address: ಎಮ್.ಎಸ್.ಕೆ. ಮಿಲ್ ರಸ್ತೆ, ಜೇವರ್ಗಿ ಕ್ರಾಸ್, ಕಲಬುರಗಿ (173, 605, 317, 614)
rate-sl: 06 (974, 980, 994, 993)
pnb-col-header: ಆಸ್ತಿಯ ವಿವರಣೆ (762, 304, 962, 325)
table-row (494, 1618, 956, 1631)
schedule-sl: 1 (14, 168, 32, 181)
work-sl: 2 (974, 1665, 994, 1688)
col-sl: ಕ್ರ. ಸಂ. (974, 1619, 994, 1642)
work-item: 12.39036 Amt 3.20 lakhs, 03 months (496, 1147, 662, 1157)
page-number: ೧೪ ಪ್ರಜಾವಾಣಿ (6, 4, 76, 18)
prd-cell: 03 (774, 1605, 862, 1618)
sale-intro: Sealed Proposals are invited on as is where is basis for Accident damaged vehicle, available for inspection at Below Mentioned Place. (653, 60, 958, 82)
signature: ಸಹಿ/- ಸದಸ್ಯ ಕಾರ್ಯದರ್ಶಿ ನಗರ ಮತ್ತು ಗ್ರಾಮಾಂತರ ಯೋಜನಾ ಸಹ ನಿರ್ದೇಶಕರು, ಉಪನಗರ ವರ್ತುಲ ರಸ್ತೆ (STRR) ಯೋಜನಾ ಪ್ರಾಧಿಕಾರ, ಬೆಂಗಳೂರು. (734, 692, 949, 712)
table-row (494, 1592, 956, 1605)
contact-line: Phone :08382-226514/9480843047 E-Mail:ddswo.Karwar@gmail.com (51, 84, 439, 96)
work-item: 1.39652 Amt17.50 lakhs , 06 months (496, 1037, 662, 1047)
prd-cell: 0 (861, 1644, 918, 1657)
work-item: 5.14820/call-2 Amt 4.00 lakhs, 03 months (729, 1077, 917, 1087)
schedule-value: 09.05.2025, 11.00 Am (307, 194, 477, 207)
notice-intro: ಕರ್ನಾಟಕ ಸಾರ್ವಜನಿಕ ಸಂಗ್ರಹಣೆಯಲ್ಲಿ ಪಾರದರ್ಶಕತೆ ಅಧಿನಿಯಮದಡಿ ಬಿಬಿಎಂಪಿ ಬೊಮ್ಮನಹಳ್ಳಿ ವಲಯ ವ್ಯಾಪ್ತಿಯ ಕೆಳಕಂಡ ಕಾಮಗಾರಿಗೆ ಟೆಂಡರ್ ಆಹ್ವಾನಿಸಲಾಗಿದೆ. (973, 1594, 1273, 1615)
ad-hdmc-south (6, 935, 484, 2005)
table-row (974, 905, 1273, 928)
work-item: 1.39654 Amt 18.30lakhs, 06 months (729, 1037, 893, 1047)
table-row (494, 1644, 956, 1657)
registration-marks (810, 2009, 830, 2017)
notice-bar: ಟೆಂಡರ್‌ಗಳ ಆಹ್ವಾನ (973, 1564, 1273, 1582)
ref-date: ದಿನಾಂಕ :02.05.2025 (400, 104, 477, 113)
footer-ref: ವಾರ್ತಾ/ಇ.ಎ.ಪ್ರ.ಜಾ.ಸ./59/2025-26 (967, 695, 1279, 709)
ad-bbmp (966, 1495, 1280, 2005)
table-row (14, 233, 477, 246)
table-row (974, 941, 1273, 954)
schedule-sl: 2 (14, 181, 32, 194)
rate-work: ದೇವನಹಳ್ಳಿ ಪುರಸಭೆ ವ್ಯಾಪ್ತಿಯ ಸ್ವಚ್ಛ ಭಾರತ್ ಮಿಷನ್ ಯೋಜನೆಯಡಿ ಕಸ ಸಂಗ್ರಹಣಾ ವಾಹನಗಳ ನಿರ್ವಹಣೆ ದರಪಟ್ಟಿ ಆಹ್ವಾನ (994, 905, 1273, 928)
sale-subtitle: Damaged Vehicle Details (1052, 84, 1194, 95)
table-row (974, 928, 1273, 941)
prd-col-header: ತಾಲ್ಲೂಕು (494, 1566, 628, 1579)
org-address: ಕಾರ್ಯಪಾಲಕ ಅಭಿಯಂತರರ ಕಚೇರಿ, ಬಿಬಿಎಂಪಿ, ಬೊಮ್ಮನಹಳ್ಳಿ ವಲಯ, ಬೆಂಗಳೂರು (1013, 1519, 1218, 1529)
pnb-cell: 13.02.2025 (584, 325, 638, 354)
schedule-item: ಅಲ್ಪಾವಧಿ ಟೆಂಡರ್ ಅರ್ಜಿಗಳನ್ನು ಪಡೆದ ಮಾಡುವ ದಿನಾಂಕ (32, 181, 307, 194)
ad-tmc-devanahalli (966, 725, 1280, 1490)
portal-link[interactable]: https://kppp.karnataka.gov.in (13, 1566, 182, 1578)
sale-intro: Sealed Proposals are invited on as is where is basis for Accident damaged vehicle, available for inspection at Below Mentioned Place. (971, 60, 1275, 82)
work-item: 2.39747 Amt 4.89lakhs, 03 months (729, 1117, 887, 1127)
